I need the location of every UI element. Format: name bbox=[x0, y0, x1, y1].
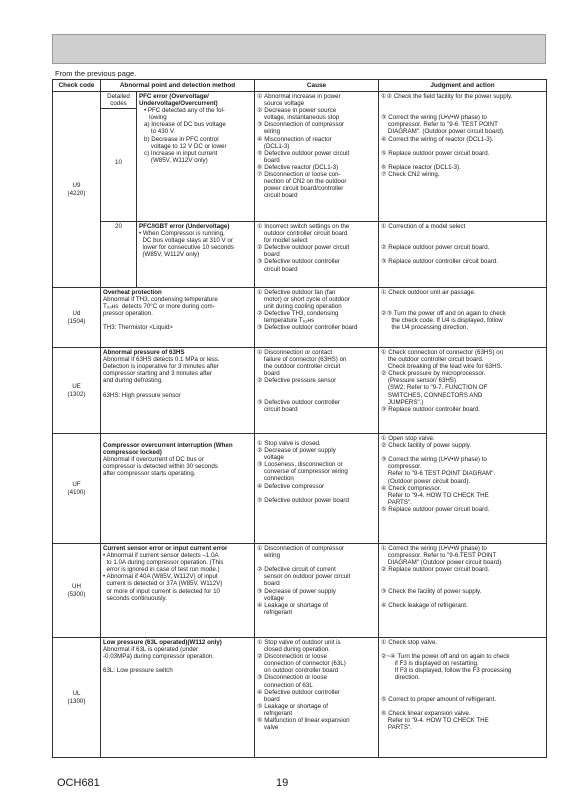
cause-list bbox=[257, 289, 376, 332]
text-line: after compressor starts operating. bbox=[103, 470, 196, 478]
text-line: source voltage bbox=[257, 100, 305, 108]
text-line: connection bbox=[257, 475, 294, 483]
table-row-uf bbox=[53, 434, 547, 544]
text-line: ⑤ Correct to proper amount of refrigerant. bbox=[381, 695, 496, 703]
sub-code-cell-10 bbox=[101, 92, 137, 222]
text-line: the check code. If U4 is displayed, follow bbox=[381, 317, 503, 325]
text-line: sensor on outdoor power circuit bbox=[257, 573, 351, 581]
text-line: circuit board bbox=[257, 265, 298, 273]
text-line: • Abnormal if 40A (W85V, W112V) of input bbox=[103, 573, 218, 581]
cause-list bbox=[257, 440, 376, 504]
action-cell-u9-20 bbox=[379, 222, 547, 288]
code-num-ud: (1504) bbox=[67, 317, 86, 325]
text-line: ② Defective circuit of current bbox=[257, 566, 336, 574]
text-line: ③ Correct the wiring (U•V•W phase) to bbox=[381, 456, 487, 464]
text-line: Refer to "9-6 TEST POINT DIAGRAM". bbox=[381, 470, 496, 478]
text-line: voltage, instantaneous stop bbox=[257, 114, 340, 122]
text-line: compressor. Refer to "9-6.TEST POINT bbox=[381, 552, 497, 560]
action-cell-ul bbox=[379, 638, 547, 758]
text-line: ① Defective outdoor fan (fan bbox=[257, 289, 336, 296]
intro-text: From the previous page. bbox=[55, 69, 137, 78]
text-line: ③ Disconnection of compressor bbox=[257, 121, 345, 129]
text-line bbox=[381, 303, 544, 310]
text-line bbox=[381, 100, 544, 107]
text-line: 63L: Low pressure switch bbox=[103, 667, 173, 675]
text-line: ② Decrease in power source bbox=[257, 107, 337, 115]
text-line: DIAGRAM" (Outdoor power circuit board). bbox=[381, 559, 503, 567]
text-line bbox=[257, 384, 376, 391]
text-line: (Pressure sensor/ 63HS) bbox=[381, 377, 456, 385]
detail-list bbox=[103, 296, 252, 331]
text-line: compressor is detected within 30 seconds bbox=[103, 463, 218, 471]
text-line: a) Increase of DC bus voltage bbox=[144, 121, 226, 129]
text-line: and during defrosting. bbox=[103, 377, 163, 385]
text-line: power circuit board/controller bbox=[257, 185, 344, 193]
text-line: (W85V, W112V only) bbox=[144, 156, 208, 164]
text-line: motor) or short cycle of outdoor bbox=[257, 296, 350, 304]
abnormal-cell-ud bbox=[101, 288, 255, 348]
table-row-ud bbox=[53, 288, 547, 348]
text-line: wiring bbox=[257, 552, 281, 560]
text-line bbox=[381, 107, 544, 114]
action-list bbox=[381, 435, 544, 513]
text-line: ② Check pressure by microprocessor. bbox=[381, 370, 486, 378]
text-line: b) Decrease in PFC control bbox=[144, 135, 219, 143]
sub-code-10: 10 bbox=[115, 159, 122, 167]
detail-list bbox=[103, 552, 252, 602]
text-line: ⑤ Defective outdoor power board bbox=[257, 496, 349, 504]
text-line: ① Abnormal increase in power bbox=[257, 93, 341, 100]
text-line bbox=[257, 490, 376, 497]
text-line: connection of connector (63L) bbox=[257, 660, 346, 668]
text-line: board bbox=[257, 695, 280, 703]
text-line: If F3 is displayed, follow the F3 processing bbox=[381, 667, 512, 675]
text-line: failure of connector (63HS) on bbox=[257, 356, 347, 364]
text-line: compressor starting and 3 minutes after bbox=[103, 370, 213, 378]
text-line: ② Defective TH3, condensing bbox=[257, 310, 339, 318]
title-u9-20: PFC/IGBT error (Undervoltage) bbox=[139, 223, 230, 230]
model-number: OCH681 bbox=[57, 777, 100, 789]
text-line: (Outdoor power circuit board). bbox=[381, 477, 471, 485]
text-line: lower for consecutive 10 seconds bbox=[139, 244, 234, 252]
text-line bbox=[381, 143, 544, 150]
code-ue: UE bbox=[72, 383, 81, 391]
text-line: lowing bbox=[144, 114, 167, 122]
cause-cell-u9-20 bbox=[255, 222, 379, 288]
text-line bbox=[103, 384, 252, 391]
text-line: (DCL1-3) bbox=[257, 142, 290, 150]
text-line: ① Disconnection of compressor bbox=[257, 545, 345, 552]
cause-cell-u9-10 bbox=[255, 92, 379, 222]
text-line: to 430 V. bbox=[144, 128, 176, 136]
text-line: PARTS". bbox=[381, 498, 412, 506]
sub-code-20: 20 bbox=[115, 223, 122, 230]
text-line: • PFC detected any of the fol- bbox=[144, 107, 225, 115]
text-line: for model select bbox=[257, 237, 308, 245]
detail-list bbox=[103, 456, 252, 477]
action-cell-u9-10 bbox=[379, 92, 547, 222]
text-line: ② Disconnection or loose bbox=[257, 653, 327, 661]
text-line: ④ Misconnection of reactor bbox=[257, 135, 332, 143]
code-cell-u9 bbox=[53, 92, 101, 288]
text-line: voltage to 12 V DC or lower bbox=[144, 142, 227, 150]
code-cell-uh bbox=[53, 544, 101, 638]
text-line: DIAGRAM". (Outdoor power circuit board). bbox=[381, 128, 505, 136]
text-line: the outdoor controller circuit bbox=[257, 363, 341, 371]
text-line bbox=[381, 703, 544, 710]
text-line: (W85V, W112V only) bbox=[139, 251, 200, 259]
text-line: compressor. bbox=[381, 463, 422, 471]
text-line: ④ Defective compressor bbox=[257, 482, 325, 490]
text-line: ③ Replace outdoor controller board. bbox=[381, 405, 481, 413]
action-cell-ue bbox=[379, 348, 547, 434]
title-ue: Abnormal pressure of 63HS bbox=[103, 349, 185, 356]
text-line: ⑦ Check CN2 wiring. bbox=[381, 171, 440, 179]
text-line: voltage bbox=[257, 454, 284, 462]
text-line: ② Defective outdoor power circuit bbox=[257, 244, 350, 252]
text-line bbox=[381, 237, 544, 244]
text-line: ⑦ Disconnection or loose con- bbox=[257, 171, 341, 179]
text-line: connection of 63L bbox=[257, 681, 313, 689]
abnormal-cell-uh bbox=[101, 544, 255, 638]
text-line: unit during cooling operation bbox=[257, 303, 342, 311]
text-line: ④ Leakage or shortage of bbox=[257, 601, 328, 609]
text-line bbox=[103, 660, 252, 667]
text-line bbox=[381, 157, 544, 164]
text-line: ① Correction of a model select bbox=[381, 223, 466, 230]
check-code-table bbox=[52, 79, 547, 758]
code-ud: Ud bbox=[72, 310, 81, 318]
text-line: or more of input current is detected for 10 bbox=[103, 587, 220, 595]
text-line bbox=[381, 573, 544, 580]
text-line: ①② Check the field facility for the power supply. bbox=[381, 93, 513, 100]
action-list bbox=[381, 545, 544, 609]
text-line: ① Check outdoor unit air passage. bbox=[381, 289, 476, 296]
text-line: ① Stop valve of outdoor unit is bbox=[257, 639, 341, 646]
text-line: board bbox=[257, 156, 280, 164]
text-line: ⑤ Replace outdoor power circuit board. bbox=[381, 505, 490, 513]
text-line: voltage bbox=[257, 594, 284, 602]
header-judgment: Judgment and action bbox=[379, 80, 547, 92]
text-line: board bbox=[257, 251, 280, 259]
text-line: ① Check stop valve. bbox=[381, 639, 438, 646]
text-line: the outdoor controller circuit board. bbox=[381, 356, 484, 364]
text-line: ② Check facility of power supply. bbox=[381, 442, 472, 450]
text-line: T₆₃ʜs detects 70°C or more during com- bbox=[103, 303, 215, 311]
text-line: circuit board bbox=[257, 192, 298, 200]
text-line: JUMPERS".) bbox=[381, 398, 424, 406]
text-line bbox=[381, 682, 544, 689]
action-list bbox=[381, 639, 544, 731]
text-line: ① Disconnection or contact bbox=[257, 349, 333, 356]
text-line bbox=[257, 392, 376, 399]
sub-code-cell-20 bbox=[101, 222, 137, 288]
text-line bbox=[381, 230, 544, 237]
text-line: Check breaking of the lead wire for 63HS. bbox=[381, 363, 503, 371]
code-num-uf: (4100) bbox=[67, 488, 86, 496]
text-line: seconds continuously. bbox=[103, 594, 167, 602]
text-line: 63HS: High pressure sensor bbox=[103, 391, 181, 399]
table-row-u9-10 bbox=[53, 92, 547, 222]
text-line: Abnormal if 63L is operated (under bbox=[103, 646, 199, 654]
code-cell-ul bbox=[53, 638, 101, 758]
text-line: ④ Check leakage of refrigerant. bbox=[381, 601, 468, 609]
text-line: DC bus voltage stays at 310 V or bbox=[139, 237, 233, 245]
text-line: ⑥ Malfunction of linear expansion bbox=[257, 717, 350, 725]
text-line: Detection is inoperative for 3 minutes after bbox=[103, 363, 219, 371]
table-row-uh bbox=[53, 544, 547, 638]
detail-list bbox=[139, 230, 252, 258]
action-cell-ud bbox=[379, 288, 547, 348]
text-line: ⑥ Replace reactor (DCL1-3). bbox=[381, 163, 461, 171]
header-band bbox=[52, 34, 546, 64]
text-line: -0.03MPa) during compressor operation. bbox=[103, 653, 215, 661]
code-num-uh: (5300) bbox=[67, 590, 86, 598]
text-line: • Abnormal if current sensor detects –1.0A bbox=[103, 552, 219, 560]
action-list bbox=[381, 93, 544, 178]
cause-list bbox=[257, 223, 376, 273]
code-cell-ue bbox=[53, 348, 101, 434]
abnormal-cell-uf bbox=[101, 434, 255, 544]
text-line: ④ Defective outdoor controller bbox=[257, 688, 340, 696]
table-row-ue bbox=[53, 348, 547, 434]
text-line: Abnormal if overcurrent of DC bus or bbox=[103, 456, 204, 464]
text-line: ⑥ Defective reactor (DCL1-3) bbox=[257, 163, 339, 171]
text-line: ⑤ Replace outdoor power circuit board. bbox=[381, 149, 490, 157]
text-line: ③ Looseness, disconnection or bbox=[257, 461, 343, 469]
cause-cell-ue bbox=[255, 348, 379, 434]
text-line: closed during operation. bbox=[257, 646, 330, 654]
text-line: ① Check connection of connector (63HS) on bbox=[381, 349, 504, 356]
text-line: on outdoor controller board bbox=[257, 667, 339, 675]
abnormal-cell-u9-10 bbox=[137, 92, 255, 222]
detail-list bbox=[103, 356, 252, 399]
text-line: c) Increase in input current bbox=[144, 149, 218, 157]
text-line: pressor operation. bbox=[103, 310, 153, 318]
text-line: Refer to "9-4. HOW TO CHECK THE bbox=[381, 491, 489, 499]
text-line: to 1.0A during compressor operation. (This bbox=[103, 559, 224, 567]
text-line: (SW2: Refer to "9-7. FUNCTION OF bbox=[381, 384, 488, 392]
title-uh: Current sensor error or input current error bbox=[103, 545, 228, 552]
text-line bbox=[381, 251, 544, 258]
abnormal-cell-u9-20 bbox=[137, 222, 255, 288]
text-line: refrigerant bbox=[257, 709, 293, 717]
text-line: wiring bbox=[257, 128, 281, 136]
detail-list bbox=[139, 107, 252, 164]
text-line: ③ Defective outdoor controller board bbox=[257, 324, 358, 332]
cause-cell-uh bbox=[255, 544, 379, 638]
text-line bbox=[381, 595, 544, 602]
header-abnormal: Abnormal point and detection method bbox=[101, 80, 255, 92]
text-line: circuit board bbox=[257, 405, 298, 413]
title-ud: Overheat protection bbox=[103, 289, 162, 296]
text-line: SWITCHES, CONNECTORS AND bbox=[381, 391, 483, 399]
text-line: ③ Replace outdoor controller circuit board. bbox=[381, 258, 498, 266]
text-line: ③ Check the facility of power supply. bbox=[381, 587, 482, 595]
text-line: valve bbox=[257, 724, 279, 732]
text-line: if F3 is displayed on restarting. bbox=[381, 660, 479, 668]
cause-cell-ul bbox=[255, 638, 379, 758]
text-line: ⑤ Defective outdoor power circuit bbox=[257, 149, 350, 157]
text-line: ② Defective pressure sensor bbox=[257, 377, 337, 385]
table-row-u9-20 bbox=[53, 222, 547, 288]
text-line: direction. bbox=[381, 674, 420, 682]
text-line: TH3: Thermistor <Liquid> bbox=[103, 324, 174, 332]
text-line: ③ Decrease of power supply bbox=[257, 587, 336, 595]
table-row-ul bbox=[53, 638, 547, 758]
text-line: ① Incorrect switch settings on the bbox=[257, 223, 350, 230]
code-ul: UL bbox=[72, 690, 81, 698]
detailed-codes-label: Detailed codes bbox=[101, 92, 136, 109]
code-uf: UF bbox=[72, 481, 81, 489]
text-line: ②~④ Turn the power off and on again to check bbox=[381, 653, 510, 661]
action-list bbox=[381, 289, 544, 332]
action-list bbox=[381, 223, 544, 266]
text-line: Refer to "9-4. HOW TO CHECK THE bbox=[381, 717, 489, 725]
text-line bbox=[103, 317, 252, 324]
text-line: ③ Defective outdoor controller bbox=[257, 258, 340, 266]
table-header-row bbox=[53, 80, 547, 92]
cause-list bbox=[257, 639, 376, 731]
text-line: temperature T₆₃ʜs bbox=[257, 317, 315, 325]
text-line: ② Replace outdoor power circuit board. bbox=[381, 244, 490, 252]
text-line: ④ Correct the wiring of reactor (DCL1-3). bbox=[381, 135, 494, 143]
abnormal-cell-ul bbox=[101, 638, 255, 758]
text-line: refrigerant bbox=[257, 608, 293, 616]
code-cell-ud bbox=[53, 288, 101, 348]
cause-cell-uf bbox=[255, 434, 379, 544]
text-line bbox=[381, 580, 544, 587]
text-line: ⑥ Check linear expansion valve. bbox=[381, 709, 471, 717]
text-line: ②③ Turn the power off and on again to check bbox=[381, 310, 506, 318]
text-line: board bbox=[257, 580, 280, 588]
text-line: ③ Defective outdoor controller bbox=[257, 398, 340, 406]
cause-cell-ud bbox=[255, 288, 379, 348]
text-line bbox=[381, 449, 544, 456]
code-num-ul: (1300) bbox=[67, 697, 86, 705]
text-line: ④ Check compressor. bbox=[381, 484, 442, 492]
text-line: ③ Correct the wiring (U•V•W phase) to bbox=[381, 114, 487, 122]
text-line: ① Stop valve is closed. bbox=[257, 440, 321, 447]
detail-list bbox=[103, 646, 252, 674]
abnormal-cell-ue bbox=[101, 348, 255, 434]
code-uh: UH bbox=[72, 583, 81, 591]
text-line: PARTS". bbox=[381, 724, 412, 732]
text-line: error is ignored in case of test run mode.) bbox=[103, 566, 220, 574]
title-uf: Compressor overcurrent interruption (When compressor locked) bbox=[103, 442, 233, 457]
code-cell-uf bbox=[53, 434, 101, 544]
action-cell-uf bbox=[379, 434, 547, 544]
text-line: ② Replace outdoor power circuit board. bbox=[381, 566, 490, 574]
text-line: Abnormal if 63HS detects 0.1 MPa or less. bbox=[103, 356, 220, 364]
text-line: outdoor controller circuit board bbox=[257, 230, 348, 238]
code-u9: U9 bbox=[72, 182, 81, 190]
text-line bbox=[381, 296, 544, 303]
text-line: converse of compressor wiring bbox=[257, 468, 348, 476]
text-line: the U4 processing direction. bbox=[381, 324, 469, 332]
text-line: ① Correct the wiring (U•V•W phase) to bbox=[381, 545, 487, 552]
action-cell-uh bbox=[379, 544, 547, 638]
text-line: board bbox=[257, 370, 280, 378]
text-line bbox=[381, 689, 544, 696]
text-line: Abnormal if TH3, condensing temperature bbox=[103, 296, 218, 304]
text-line bbox=[257, 559, 376, 566]
cause-list bbox=[257, 349, 376, 413]
header-cause: Cause bbox=[255, 80, 379, 92]
header-check-code: Check code bbox=[53, 80, 101, 92]
text-line: current is detected or 37A (W85V, W112V) bbox=[103, 580, 223, 588]
cause-list bbox=[257, 545, 376, 616]
text-line bbox=[381, 646, 544, 653]
title-ul: Low pressure (63L operated)(W112 only) bbox=[103, 639, 222, 646]
text-line: nection of CN2 on the outdoor bbox=[257, 178, 347, 186]
text-line: • When Compressor is running, bbox=[139, 230, 225, 238]
text-line: ① Open stop valve. bbox=[381, 435, 435, 442]
code-num-u9: (4220) bbox=[67, 189, 86, 197]
page-number: 19 bbox=[276, 777, 289, 789]
code-num-ue: (1302) bbox=[67, 390, 86, 398]
cause-list bbox=[257, 93, 376, 199]
text-line: ② Decrease of power supply bbox=[257, 447, 336, 455]
action-list bbox=[381, 349, 544, 413]
text-line: ⑤ Leakage or shortage of bbox=[257, 702, 328, 710]
title-u9-10: PFC error (Overvoltage/ Undervoltage/Overcurrent) bbox=[139, 93, 218, 108]
text-line: ③ Disconnection or loose bbox=[257, 674, 327, 682]
text-line: compressor. Refer to "9-6. TEST POINT bbox=[381, 121, 498, 129]
